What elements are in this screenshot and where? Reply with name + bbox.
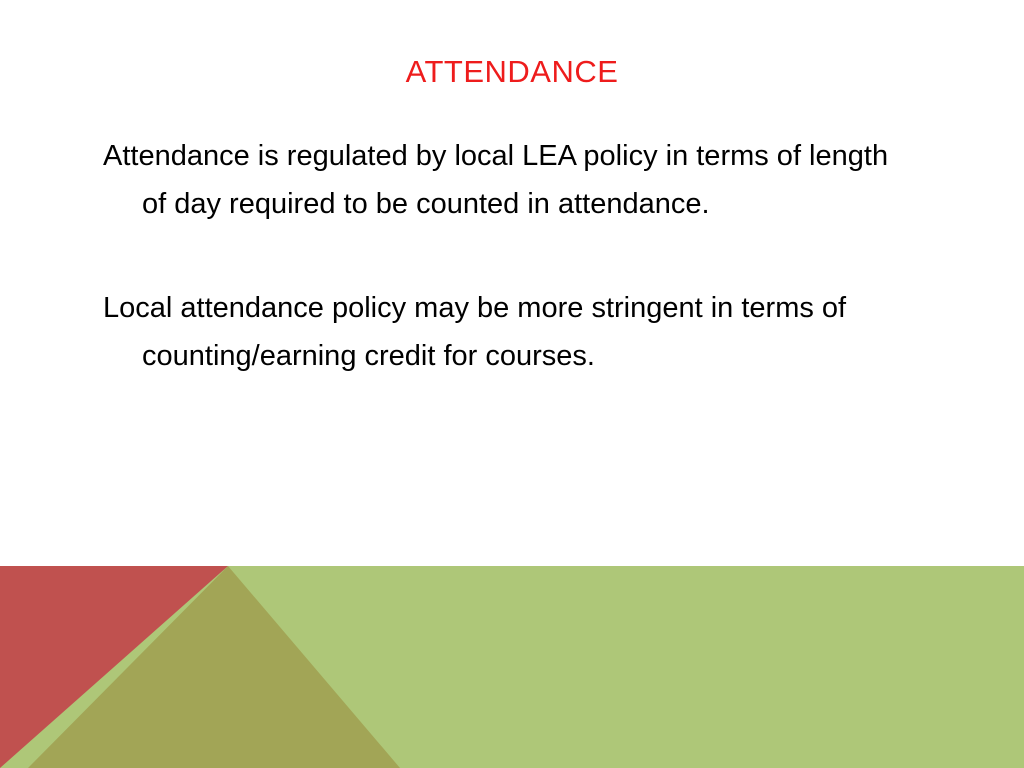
- paragraph-attendance-regulation: Attendance is regulated by local LEA policy in terms of length of day required to be counted in attendance.: [103, 140, 889, 220]
- slide-body: [103, 132, 903, 436]
- paragraph-local-policy: Local attendance policy may be more stringent in terms of counting/earning credit for courses.: [103, 292, 847, 372]
- slide-title: ATTENDANCE: [405, 54, 619, 89]
- decorative-bottom-band: [0, 566, 1024, 768]
